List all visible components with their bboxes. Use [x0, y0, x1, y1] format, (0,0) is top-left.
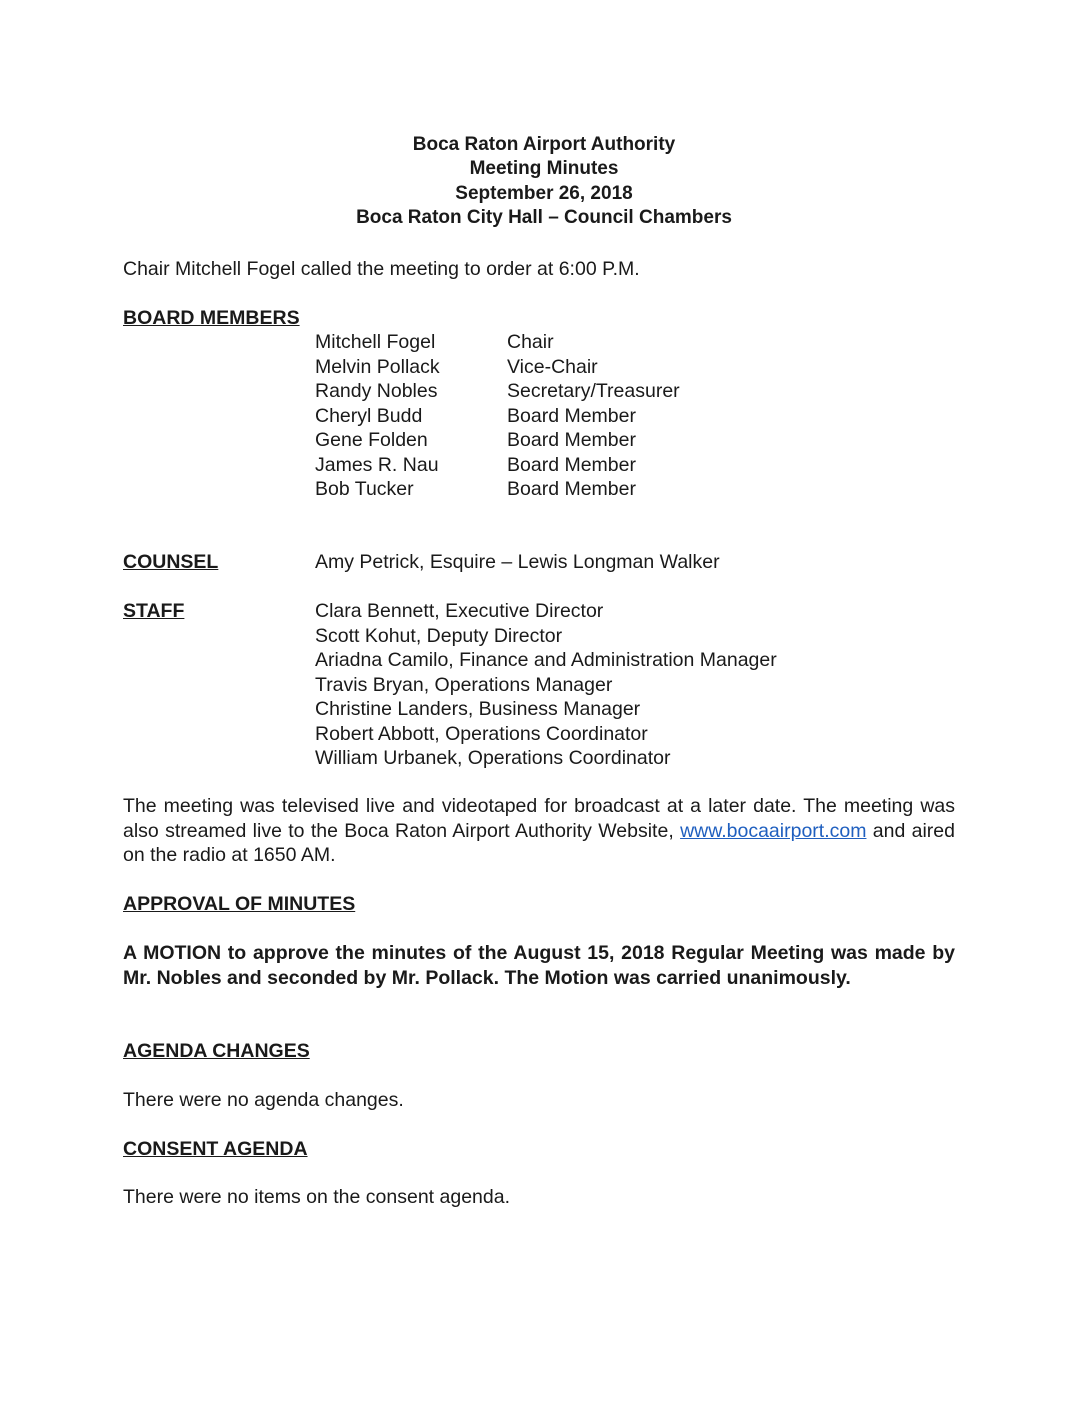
broadcast-text: The meeting was televised live and videotaped for broadcast at a later date. The meeting was also streamed live to the Boca Raton Airport Authority Website, [123, 795, 955, 842]
board-member-role: Secretary/Treasurer [507, 380, 680, 402]
consent-agenda-heading: CONSENT AGENDA [123, 1138, 308, 1160]
board-member-name: Randy Nobles [315, 380, 438, 402]
broadcast-text-end: and aired on the radio at 1650 AM. [123, 819, 955, 866]
board-member-role: Board Member [507, 404, 636, 427]
consent-agenda-text: There were no items on the consent agenda. [123, 1186, 510, 1208]
board-member-name: Cheryl Budd [315, 404, 423, 427]
board-member-name: Mitchell Fogel [315, 331, 436, 353]
meeting-location: Boca Raton City Hall – Council Chambers [356, 207, 732, 228]
board-member-role: Chair [507, 331, 554, 353]
staff-heading: STAFF [123, 600, 185, 622]
board-members-heading: BOARD MEMBERS [123, 307, 300, 329]
board-member-name: Bob Tucker [315, 478, 414, 500]
document-title: Meeting Minutes [469, 158, 619, 179]
board-member-name: Melvin Pollack [315, 355, 440, 378]
staff-member: Robert Abbott, Operations Coordinator [315, 722, 648, 745]
call-to-order: Chair Mitchell Fogel called the meeting to order at 6:00 P.M. [123, 258, 640, 280]
website-link[interactable]: www.bocaairport.com [680, 819, 867, 842]
board-member-role: Vice-Chair [507, 355, 598, 378]
meeting-date: September 26, 2018 [455, 183, 633, 204]
board-member-role: Board Member [507, 478, 636, 500]
board-member-name: Gene Folden [315, 429, 428, 451]
board-member-role: Board Member [507, 429, 636, 451]
broadcast-paragraph [123, 794, 955, 868]
staff-member: Christine Landers, Business Manager [315, 698, 641, 720]
counsel-text: Amy Petrick, Esquire – Lewis Longman Walker [315, 551, 720, 573]
staff-member: Travis Bryan, Operations Manager [315, 673, 613, 696]
board-member-name: James R. Nau [315, 453, 439, 476]
board-member-role: Board Member [507, 453, 636, 476]
staff-member: Clara Bennett, Executive Director [315, 600, 604, 622]
org-title: Boca Raton Airport Authority [412, 134, 676, 155]
counsel-heading: COUNSEL [123, 551, 219, 573]
approval-motion: A MOTION to approve the minutes of the August 15, 2018 Regular Meeting was made by Mr. Nobles and seconded by Mr. Pollack. The Motion was carried unanimously. [123, 942, 955, 989]
agenda-changes-text: There were no agenda changes. [123, 1089, 404, 1111]
staff-member: Ariadna Camilo, Finance and Administration Manager [315, 649, 777, 671]
approval-heading: APPROVAL OF MINUTES [123, 893, 356, 915]
staff-member: William Urbanek, Operations Coordinator [315, 747, 671, 769]
agenda-changes-heading: AGENDA CHANGES [123, 1040, 310, 1062]
staff-member: Scott Kohut, Deputy Director [315, 624, 563, 647]
